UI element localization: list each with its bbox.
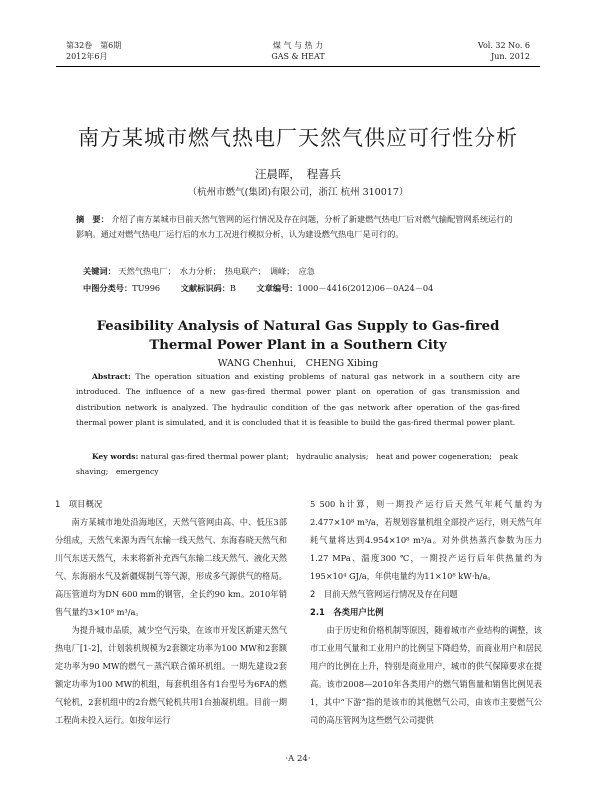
abstract-cn-label: 摘 要： — [76, 214, 109, 224]
date-cn: 2012年6月 — [66, 52, 108, 61]
keywords-cn — [83, 264, 523, 278]
keywords-cn-label: 关键词： — [83, 266, 116, 276]
article-number — [257, 283, 434, 293]
keywords-en-text: natural gas-fired thermal power plant; hydraulic analysis; heat and power cogeneration; peak shaving; emergency — [76, 452, 518, 477]
running-header-right — [478, 40, 530, 62]
title-en — [0, 318, 596, 355]
keywords-en — [76, 449, 520, 480]
affiliation-cn: （杭州市燃气(集团)有限公司，浙江 杭州 310017） — [187, 187, 409, 198]
date-en: Jun. 2012 — [491, 52, 530, 61]
abstract-cn-text: 介绍了南方某城市目前天然气管网的运行情况及存在问题，分析了新建燃气热电厂后对燃气输配管网系统运行的影响。通过对燃气热电厂运行后的水力工况进行模拟分析，认为建设燃气热电厂是可行的。 — [76, 214, 513, 240]
clc-value: TU996 — [132, 283, 161, 293]
header-rule — [56, 66, 540, 67]
title-cn: 南方某城市燃气热电厂天然气供应可行性分析 — [78, 126, 518, 150]
volume-issue-en: Vol. 32 No. 6 — [477, 41, 530, 50]
body-column-left — [55, 495, 287, 729]
abstract-en-text: The operation situation and existing problems of natural gas network in a southern city are introduced. The influence of a new gas-fired thermal power plant on operation of gas transmission and distribution network is analyzed. The hydraulic condition of the gas network after operation of the gas-fired thermal power plant is simulated, and it is concluded that it is feasible to build the gas-fired thermal power plant. — [76, 372, 520, 428]
page-number: ·A 24· — [285, 754, 311, 764]
article-no-value: 1000－4416(2012)06－0A24－04 — [297, 283, 434, 293]
classification-line — [83, 281, 523, 295]
abstract-en-label: Abstract: — [92, 372, 131, 381]
abstract-en — [76, 369, 520, 431]
article-no-label: 文章编号： — [256, 283, 298, 293]
body-column-right — [310, 495, 542, 729]
paragraph: 为提升城市品质，减少空气污染，在该市开发区新建天然气热电厂[1-2]，计划装机规模为2套额定功率为100 MW和2套额定功率为90 MW的燃气－蒸汽联合循环机组。一期先建设2套额定功率为100 MW的机组，每套机组各有1台型号为6FA的燃气轮机，2套机组中的2台燃气轮机共用1台抽凝机组。目前一期工程尚未投入运行。如按年运行 — [55, 625, 287, 725]
authors-en: WANG Chenhui, CHENG Xibing — [217, 358, 379, 369]
journal-name-en: GAS & HEAT — [271, 52, 325, 61]
doc-code-label: 文献标识码： — [180, 283, 230, 293]
title-en-line1: Feasibility Analysis of Natural Gas Supply to Gas-fired — [96, 319, 500, 334]
clc-number — [83, 283, 160, 293]
authors-cn: 汪晨晖， 程喜兵 — [254, 167, 342, 181]
clc-label: 中图分类号： — [83, 283, 133, 293]
document-code — [181, 283, 236, 293]
section-1-heading: 1 项目概况 — [55, 499, 103, 509]
subsection-2-1-heading: 2.1 各类用户比例 — [310, 607, 384, 617]
volume-issue-cn: 第32卷 第6期 — [66, 41, 122, 50]
journal-name-cn: 煤 气 与 热 力 — [272, 41, 324, 50]
keywords-cn-text: 天然气热电厂； 水力分析； 热电联产； 调峰； 应急 — [118, 266, 315, 276]
paragraph: 由于历史和价格机制等原因，随着城市产业结构的调整，该市工业用气量和工业用户的比例呈下降趋势，而商业用户和居民用户的比例在上升，特别是商业用户，城市的供气保障要求在提高。该市2008—2010年各类用户的燃气销售量和销售比例见表1，其中“下游”指的是该市的其他燃气公司，由该市主要燃气公司的高压管网为这些燃气公司提供 — [310, 625, 542, 725]
keywords-en-label: Key words: — [92, 452, 139, 461]
doc-code-value: B — [229, 283, 236, 293]
paragraph: 南方某城市地处沿海地区，天然气管网由高、中、低压3部分组成，天然气来源为西气东输一线天然气、东海春晓天然气和川气东送天然气，未来将新补充西气东输二线天然气、液化天然气、东海丽水气及新疆煤制气等气源，形成多气源供气的格局。高压管道均为DN 600 mm的钢管，全长约90 km。2010年销售气量约3×10⁸ m³/a。 — [55, 517, 287, 617]
section-2-heading: 2 目前天然气管网运行情况及存在问题 — [310, 589, 458, 599]
paragraph-continued: 5 500 h计算，则一期投产运行后天然气年耗气量约为2.477×10⁸ m³/a，若规划容量机组全部投产运行，则天然气年耗气量将达到4.954×10⁸ m³/a。对外供热蒸汽参数为压力1.27 MPa、温度300 ℃，一期投产运行后年供热量约为195×10⁴ GJ/a，年供电量约为11×10⁸ kW·h/a。 — [310, 499, 542, 581]
title-en-line2: Thermal Power Plant in a Southern City — [149, 337, 447, 353]
abstract-cn — [76, 212, 520, 243]
